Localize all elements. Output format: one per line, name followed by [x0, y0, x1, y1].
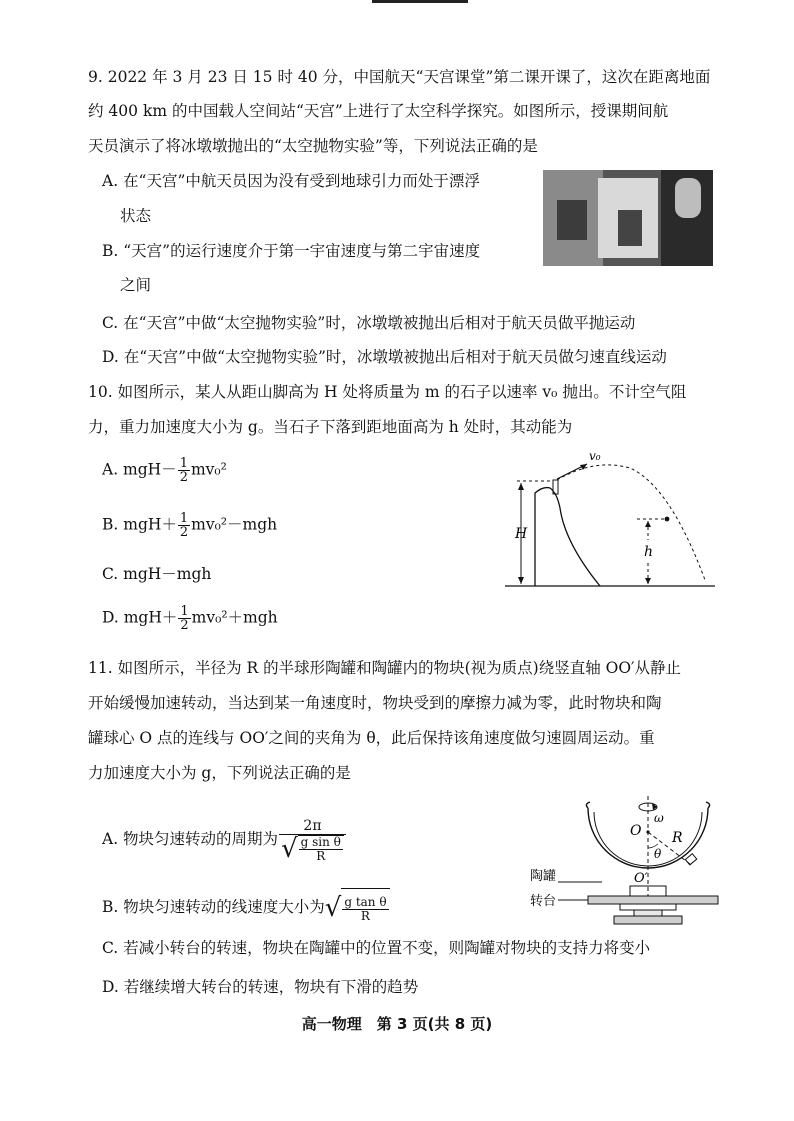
q9-option-a-line-2: 状态 [120, 207, 152, 225]
svg-text:O′: O′ [634, 871, 648, 886]
q11-option-c: C. 若减小转台的转速，物块在陶罐中的位置不变，则陶罐对物块的支持力将变小 [102, 939, 651, 957]
half-fraction: $\frac{1}{2}$ [180, 604, 189, 633]
top-rule [372, 0, 468, 3]
half-fraction: $\frac{1}{2}$ [179, 456, 188, 485]
svg-text:v₀: v₀ [589, 449, 601, 463]
q11-option-a: A. 物块匀速转动的周期为 2π √ $\frac{\text{g sin θ}}{R}$ [102, 808, 347, 870]
half-fraction: $\frac{1}{2}$ [179, 511, 189, 540]
svg-text:转台: 转台 [530, 894, 557, 909]
projectile-figure [505, 448, 720, 593]
svg-text:θ: θ [654, 847, 662, 861]
page-footer: 高一物理 第 3 页(共 8 页) [301, 1015, 493, 1033]
q10-stem-line-1: 10. 如图所示，某人从距山脚高为 H 处将质量为 m 的石子以速率 v₀ 抛出。不计空气阻 [88, 383, 687, 401]
q9-option-a-line-1: A. 在“天宫”中航天员因为没有受到地球引力而处于漂浮 [102, 172, 480, 190]
speed-formula: √ $\frac{\text{g tan θ}}{R}$ [325, 888, 390, 929]
q11-stem-line-1: 11. 如图所示，半径为 R 的半球形陶罐和陶罐内的物块(视为质点)绕竖直轴 OO′从静止 [88, 659, 682, 677]
q9-stem-line-2: 约 400 km 的中国载人空间站“天宫”上进行了太空科学探究。如图所示，授课期间航 [88, 102, 669, 120]
svg-text:O: O [630, 823, 642, 839]
q10-option-b: B. mgH＋ $\frac{1}{2}$ mv₀²－mgh [102, 511, 278, 540]
q9-option-d: D. 在“天宫”中做“太空抛物实验”时，冰墩墩被抛出后相对于航天员做匀速直线运动 [102, 348, 667, 366]
svg-text:h: h [644, 544, 654, 560]
q9-stem-line-1: 9. 2022 年 3 月 23 日 15 时 40 分，中国航天“天宫课堂”第二课开课了，这次在距离地面 [88, 68, 711, 86]
svg-text:H: H [515, 526, 528, 542]
svg-text:ω: ω [654, 811, 664, 825]
q10-option-d: D. mgH＋ $\frac{1}{2}$ mv₀²＋mgh [102, 604, 278, 633]
q9-option-b-line-1: B. “天宫”的运行速度介于第一宇宙速度与第二宇宙速度 [102, 242, 481, 260]
q11-stem-line-2: 开始缓慢加速转动，当达到某一角速度时，物块受到的摩擦力减为零，此时物块和陶 [88, 694, 662, 712]
q10-option-a: A. mgH－ $\frac{1}{2}$ mv₀² [102, 456, 227, 485]
period-formula: 2π √ $\frac{\text{g sin θ}}{R}$ [279, 818, 346, 863]
q10-option-c: C. mgH－mgh [102, 565, 212, 583]
svg-text:陶罐: 陶罐 [530, 869, 557, 884]
q11-stem-line-3: 罐球心 O 点的连线与 OO′之间的夹角为 θ，此后保持该角速度做匀速圆周运动。重 [88, 729, 655, 747]
rotating-bowl-figure [530, 790, 730, 940]
svg-text:R: R [672, 830, 683, 846]
space-station-photo [543, 170, 713, 266]
q10-stem-line-2: 力，重力加速度大小为 g。当石子下落到距地面高为 h 处时，其动能为 [88, 418, 573, 436]
q9-stem-line-3: 天员演示了将冰墩墩抛出的“太空抛物实验”等，下列说法正确的是 [88, 137, 538, 155]
q11-option-d: D. 若继续增大转台的转速，物块有下滑的趋势 [102, 978, 419, 996]
q9-option-c: C. 在“天宫”中做“太空抛物实验”时，冰墩墩被抛出后相对于航天员做平抛运动 [102, 314, 636, 332]
q11-stem-line-4: 力加速度大小为 g，下列说法正确的是 [88, 764, 351, 782]
q11-option-b: B. 物块匀速转动的线速度大小为 √ $\frac{\text{g tan θ}}{R}$ [102, 887, 390, 927]
q9-option-b-line-2: 之间 [120, 276, 152, 294]
